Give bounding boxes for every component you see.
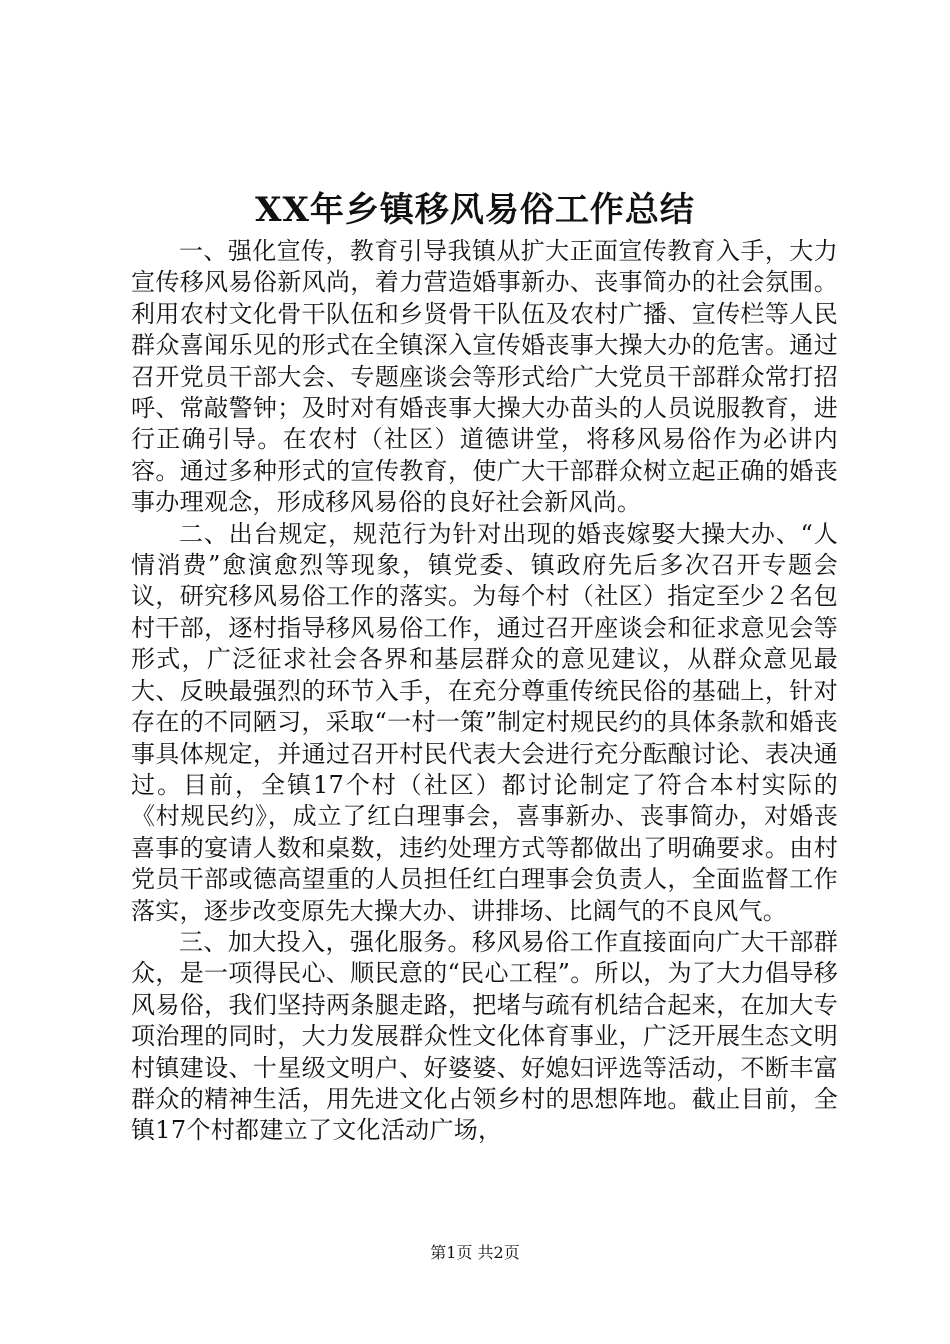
paragraph-regulations: 二、出台规定，规范行为针对出现的婚丧嫁娶大操大办、“人情消费”愈演愈烈等现象，镇党委、镇政府先后多次召开专题会议，研究移风易俗工作的落实。为每个村（社区）指定至少２名包村干部，逐村指导移风易俗工作，通过召开座谈会和征求意见会等形式，广泛征求社会各界和基层群众的意见建议，从群众意见最大、反映最强烈的环节入手，在充分尊重传统民俗的基础上，针对存在的不同陋习，采取“一村一策”制定村规民约的具体条款和婚丧事具体规定，并通过召开村民代表大会进行充分酝酿讨论、表决通过。目前，全镇17个村（社区）都讨论制定了符合本村实际的《村规民约》，成立了红白理事会，喜事新办、丧事简办，对婚丧喜事的宴请人数和桌数，违约处理方式等都做出了明确要求。由村党员干部或德高望重的人员担任红白理事会负责人，全面监督工作落实，逐步改变原先大操大办、讲排场、比阔气的不良风气。 bbox=[131, 519, 838, 925]
paragraph-investment: 三、加大投入，强化服务。移风易俗工作直接面向广大干部群众，是一项得民心、顺民意的“民心工程”。所以，为了大力倡导移风易俗，我们坚持两条腿走路，把堵与疏有机结合起来，在加大专项治理的同时，大力发展群众性文化体育事业，广泛开展生态文明村镇建设、十星级文明户、好婆婆、好媳妇评选等活动，不断丰富群众的精神生活，用先进文化占领乡村的思想阵地。截止目前，全镇17个村都建立了文化活动广场， bbox=[131, 927, 838, 1145]
paragraph-publicity: 一、强化宣传，教育引导我镇从扩大正面宣传教育入手，大力宣传移风易俗新风尚，着力营造婚事新办、丧事简办的社会氛围。利用农村文化骨干队伍和乡贤骨干队伍及农村广播、宣传栏等人民群众喜闻乐见的形式在全镇深入宣传婚丧事大操大办的危害。通过召开党员干部大会、专题座谈会等形式给广大党员干部群众常打招呼、常敲警钟；及时对有婚丧事大操大办苗头的人员说服教育，进行正确引导。在农村（社区）道德讲堂，将移风易俗作为必讲内容。通过多种形式的宣传教育，使广大干部群众树立起正确的婚丧事办理观念，形成移风易俗的良好社会新风尚。 bbox=[131, 237, 838, 517]
page-number-footer: 第1页 共2页 bbox=[430, 1243, 520, 1262]
document-title: XX年乡镇移风易俗工作总结 bbox=[255, 190, 695, 230]
document-body bbox=[131, 236, 838, 1147]
